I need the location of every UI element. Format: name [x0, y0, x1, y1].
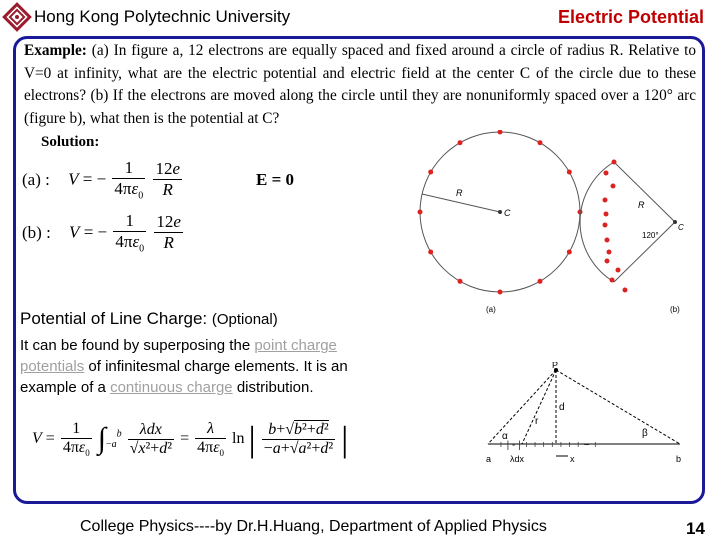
continuous-charge-link[interactable]: continuous charge [110, 379, 233, 396]
caption-a: (a) [486, 305, 496, 314]
university-name: Hong Kong Polytechnic University [34, 7, 291, 26]
line-charge-title [20, 309, 278, 329]
equation-b: (b) : V = − $\frac{1}{4\pi\varepsilon_0}$ $\frac{12e}{R}$ [22, 211, 181, 255]
svg-text:+ | - | + + + + + + + − +: + | - | + + + + + + + − + [498, 440, 599, 451]
example-text-4: are nonuniformly spaced over a 120° arc (figure b), what then is the potential at C? [24, 87, 696, 127]
polyu-logo-icon [2, 2, 32, 32]
d-label: d [559, 402, 565, 413]
b-label: b [676, 454, 682, 464]
line-charge-heading: Potential of Line Charge: [20, 309, 208, 328]
alpha-label: α [502, 431, 508, 442]
r-label: r [535, 416, 539, 427]
footer-credit: College Physics----by Dr.H.Huang, Department of Applied Physics [80, 518, 547, 535]
equation-b-label: (b) : [22, 222, 51, 242]
page-number: 14 [686, 519, 705, 538]
equation-a-label: (a) : [22, 169, 50, 189]
electron-circle-figure [380, 130, 700, 320]
optional-label: (Optional) [211, 311, 278, 328]
equation-field: E = 0 [256, 170, 295, 189]
example-problem [24, 40, 696, 130]
example-text-1: (a) In figure a, 12 electrons are equally spaced and fixed around a circle of radius [91, 42, 605, 59]
angle-label: 120° [642, 231, 659, 240]
line-charge-figure [480, 362, 695, 472]
a-label: a [486, 454, 492, 464]
slide-topic: Electric Potential [557, 7, 704, 27]
line-charge-text-2: of infinitesmal charge elements. It is an [88, 358, 348, 375]
example-label: Example: [24, 42, 87, 59]
center-label-b: C [678, 223, 684, 232]
point-charge-link[interactable]: point charge [254, 337, 337, 354]
radius-label: R [456, 188, 463, 198]
solution-label: Solution: [41, 134, 100, 150]
line-charge-text-3: example of a [20, 379, 106, 396]
line-charge-equation: V = $\frac{1}{4\pi\varepsilon_0}$ $\int_{-a}^b$ $\frac{\text{λdx}}{\text{√x²+d²}}$ = $\frac{\lambda}{4\pi\varepsilon_0}$ ln | $\frac{\text{b+√b²+d²}}{\text{−a+√a²+d²}}$ | [32, 419, 349, 459]
figure-a [418, 130, 583, 314]
radius-label-b: R [638, 200, 645, 210]
beta-label: β [642, 428, 648, 439]
equation-a: (a) : V = − $\frac{1}{4\pi\varepsilon_0}$ $\frac{12e}{R}$ [22, 158, 181, 202]
line-charge-text-4: distribution. [236, 379, 314, 396]
line-charge-text-1: It can be found by superposing the [20, 337, 251, 354]
potentials-link[interactable]: potentials [20, 358, 85, 375]
example-text-3: of the circle due to these electrons? (b) If the electrons are moved along the circle until they [24, 64, 697, 105]
example-text-2: R. Relative to V=0 at infinity, what are the electric potential and electric field at the center C [24, 42, 697, 82]
dx-label: λdx [510, 454, 525, 464]
figure-b [580, 160, 684, 315]
x-label: x [570, 454, 575, 464]
center-label-a: C [504, 208, 511, 218]
caption-b: (b) [670, 305, 680, 314]
line-charge-text [20, 335, 420, 398]
p-label: P [552, 362, 559, 370]
